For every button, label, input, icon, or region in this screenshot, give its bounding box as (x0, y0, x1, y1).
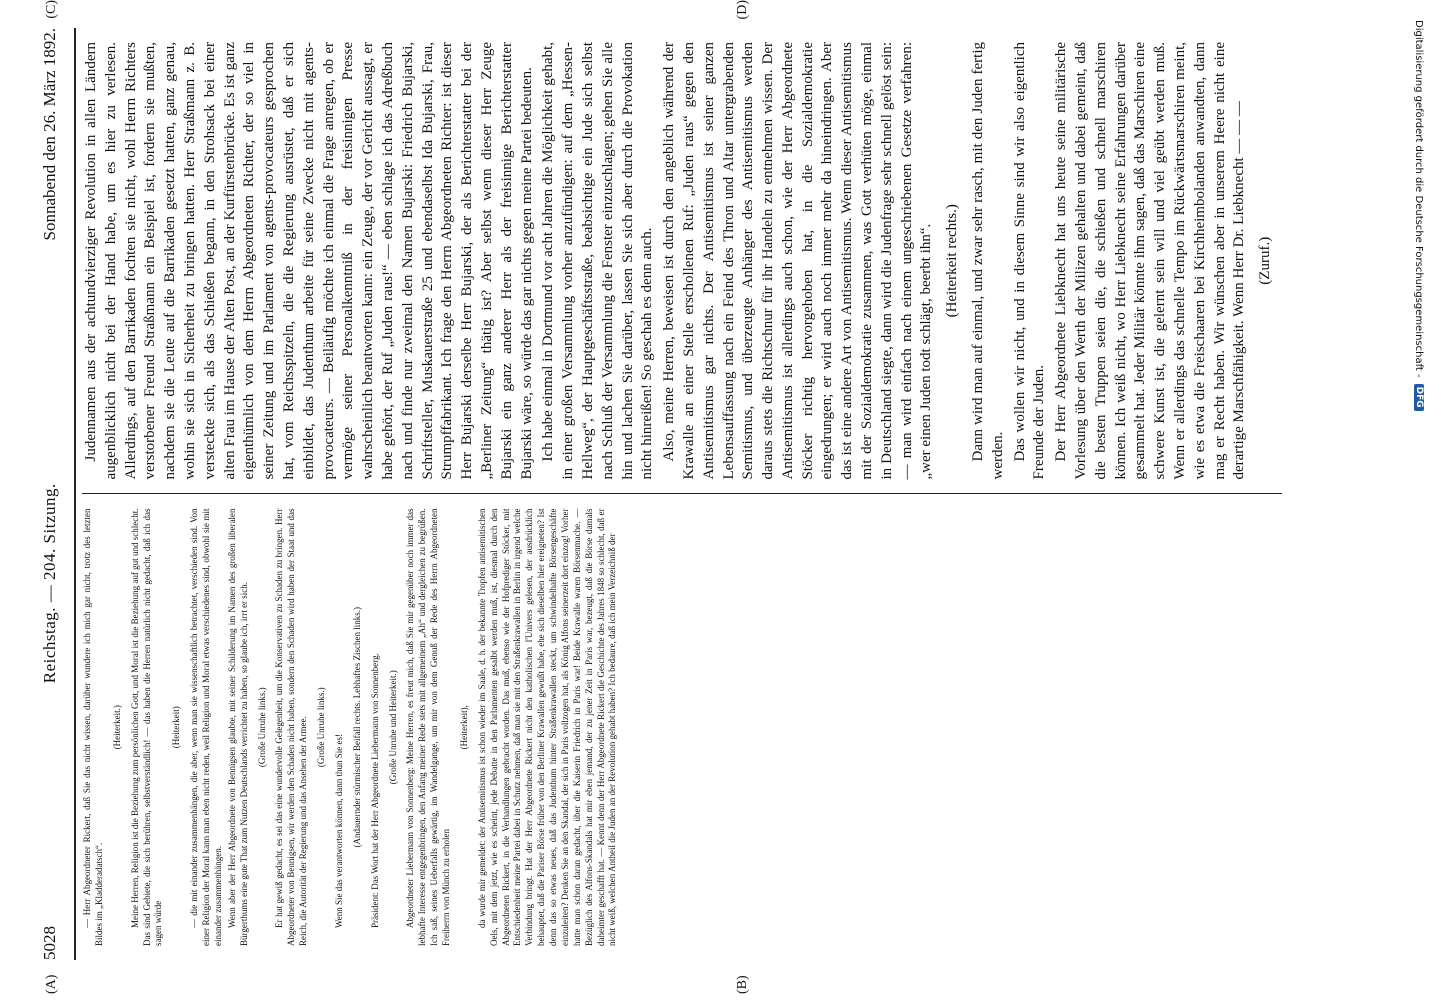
paragraph: (Zuruf.) (1257, 236, 1274, 285)
paragraph: (Heiterkeit.) (111, 705, 122, 750)
page-header (40, 28, 76, 960)
page-number: 5028 (40, 926, 59, 960)
paragraph: (Große Unruhe und Heiterkeit.) (387, 670, 398, 785)
paragraph: Abgeordneter Liebermann von Sonnenberg: Meine Herren, es freut mich, daß Sie mir gegenüber noch immer das lebhafte Interesse entgegenbringen, den Anfang meiner Rede stets mit allgemeinem „Ah“ und dergleichen zu begrüßen. Ich saß, seines Ueberfalls gewärtig, im Wandelgange, um mir von dem Genuß der Rede des Herrn Abgeordneten Freiherrn von Münch zu erholen (405, 508, 451, 946)
paragraph: Ich habe einmal in Dortmund vor acht Jahren die Möglichkeit gehabt, in einer großen Versammlung vorher anzufündigen: auf dem „Hessen-Hellweg“, der Hauptgeschäftsstraße, beabsichtige ein Jude sich selbst nach Schluß der Versammlung die Fenster einzuschlagen; gehen Sie alle hin und lachen Sie darüber, lassen Sie sich aber durch die Provokation nicht hinreißen! So geschah es denn auch. (540, 42, 656, 480)
dfg-logo: DFG (1414, 384, 1424, 411)
paragraph: Dann wird man auf einmal, und zwar sehr rasch, mit den Juden fertig werden. (970, 42, 1006, 480)
paragraph: (Heiterkeit) (171, 706, 182, 749)
digitization-note-text: Digitalisierung gefördert durch die Deutsche Forschungsgemeinschaft - (1413, 20, 1425, 378)
paragraph: (Große Unruhe links.) (256, 687, 267, 768)
paragraph: Judennamen aus der achtundvierziger Revolution in allen Ländern augenblicklich nicht bei der Hand habe, um es hier zu verlesen. Allerdings, auf den Barrikaden fochten sie nicht, wohl Herrn Richters verstorbener Freund Straßmann ein Beispiel ist, fordern sie mußten, nachdem sie die Leute auf die Barrikaden gesetzt hatten, ganz genau, wohin sie sich in Sicherheit zu bringen hatten. Herr Straßmann z. B. versteckte sich, als das Schießen begann, in den Strohsack bei einer alten Frau im Hause der Alten Post, an der Kurfürstenbrücke. Es ist ganz eigenthümlich von dem Herrn Abgeordneten Richter, der so viel in seiner Zeitung und im Parlament von agents-provocateurs gesprochen hat, vom Reichsspitzeln, die die Regierung ausrüstet, daß er sich einbildet, das Judenthum arbeite für seine Zwecke nicht mit agents-provocateurs. — Beiläufig möchte ich einmal die Frage anregen, ob er vermöge seiner Personalkenntniß in der freisinnigen Presse wahrscheinlich beantworten kann: ein Zeuge, der vor Gericht aussagt, er habe gehört, der Ruf „Juden raus!“ — eben schlage ich das Adreßbuch nach und finde nur zweimal den Namen Bujarski: Friedrich Bujarski, Schriftsteller, Muskauerstraße 25 und ebendaselbst Ida Bujarski, Frau, Strumpffabrikant. Ich frage den Herrn Abgeordneten Richter: ist dieser Herr Bujarski derselbe Herr Bujarski, der als Berichterstatter bei der „Berliner Zeitung“ thätig ist? Aber selbst wenn dieser Herr Zeuge Bujarski ein ganz anderer Herr als der freisinnige Berichterstatter Bujarski wäre, so würde das gar nichts gegen meine Partei bedeuten. (83, 42, 535, 480)
text-columns (82, 28, 1282, 960)
paragraph: da wurde mir gemeldet: der Antisemitismus ist schon wieder im Saale, d. h. der bekannte Tropfen antisemitischen Oels, mit dem jetzt, wie es scheint, jede Debatte in den Parlamenten gesalbt werden muß, ist, diesmal durch den Abgeordneten Rickert, in die Verhandlungen gebracht worden. Das muß, ebenso wie der Hofprediger Stöcker, mit Entschiedenheit meine Partei dabei in Schutz nehmen, daß man sie mit den Straßenkrawallen in Berlin in irgend welche Verbindung bringt. Hat der Herr Abgeordnete Rickert nicht den katholischen l'Univers gelesen, der ausdrücklich behauptet, daß die Pariser Börse früher von den Berliner Krawallen gewußt habe, ehe sich dieselben hier ereigneten? Ist denn das so etwas neues, daß das Judenthum hinter Straßenkrawallen steckt, um schwindelhafte Börsengeschäfte einzuleiten? Denken Sie an den Skandal, der sich in Paris vollzogen hat, als König Alfons seinerzeit dort einzog! Vorher hatte man schon daran gedacht, über die Kaiserin Friedrich in Paris war! Beide Krawalle waren Börsenmache. — Bezüglich des Alfons-Skandals hat mir eben jemand, der zu jener Zeit in Paris war, bezeugt, daß die Börse damals daheimter geschafft hat. — Kennt denn der Herr Abgeordnete Rickert die Geschichte des Jahres 1848 so schlecht, daß er nicht weiß, welchen Antheil die Juden an der Revolution gehabt haben? Ich bedaure, daß ich mein Verzeichniß der (476, 508, 618, 946)
left-column (82, 495, 1282, 961)
paragraph: Er hat gewiß gedacht, es sei das eine wundervolle Gelegenheit, um die Konservativen zu Schaden zu bringen. Herr Abgeordneter von Bennigsen, wir werden den Schaden nicht haben, sondern den Schaden wird haben der Staat und das Reich, die Autorität der Regierung und das Ansehen der Armee. (274, 508, 309, 946)
margin-marker-a: (A) (44, 974, 59, 994)
paragraph: Also, meine Herren, beweisen ist durch den angeblich während der Krawalle an einer Stelle erschollenen Ruf: „Juden raus“ gegen den Antisemitismus gar nichts. Der Antisemitismus ist seiner ganzen Lebensauffassung nach ein Feind des Thron und Altar untergrabenden Semitismus, und überzeugte Anhänger des Antisemitismus werden daraus stets die Richtschnur für ihr Handeln zu entnehmen wissen. Der Antisemitismus ist allerdings auch schon, wie der Herr Abgeordnete Stöcker richtig hervorgehoben hat, in die Sozialdemokratie eingedrungen; er wird auch noch immer mehr da hineindringen. Aber das ist eine andere Art von Antisemitismus. Wenn dieser Antisemitismus mit der Sozialdemokratie zusammen, was Gott verhüten möge, einmal in Deutschland siegte, dann wird die Judenfrage sehr schnell gelöst sein: — man wird einfach nach einem ungeschriebenen Gesetze verfahren: „wer einen Juden todt schlägt, beerbt ihn“. (661, 42, 935, 480)
paragraph: (Heiterkeit), (458, 705, 469, 750)
paragraph: (Andauernder stürmischer Beifall rechts. Lebhaftes Zischen links.) (351, 607, 362, 848)
session-title: Reichstag. — 204. Sitzung. (40, 483, 59, 684)
digitization-note (1412, 20, 1426, 980)
paragraph: (Große Unruhe links.) (316, 687, 326, 768)
paragraph: — die mit einander zusammenhängen, die aber, wenn man sie wissenschaftlich betrachtet, verschieden sind. Von einer Religion der Moral kann man eben nicht reden, weil Religion und Moral etwas verschiedenes sind, obwohl sie mit einander zusammenhängen. (189, 508, 223, 946)
paragraph: Präsident: Das Wort hat der Herr Abgeordnete Liebermann von Sonnenberg. (369, 653, 380, 928)
right-column (82, 28, 1282, 495)
paragraph: — Herr Abgeordneter Rickert, daß Sie das nicht wissen, darüber wundere ich mich gar nicht, trotz des letzten Bildes im „Kladderadatsch“. (82, 508, 104, 946)
paragraph: Das wollen wir nicht, und in diesem Sinne sind wir also eigentlich Freunde der Juden. (1011, 42, 1048, 480)
margin-marker-d: (D) (735, 0, 750, 20)
paragraph: Meine Herren, Religion ist die Beziehung zum persönlichen Gott, und Moral ist die Beziehung auf gut und schlecht. Das sind Gebiete, die sich berühren, selbstverständlich! — das haben die Herren natürlich nicht gedacht, daß ich das sagen würde (129, 508, 164, 946)
margin-marker-c: (C) (44, 0, 59, 19)
margin-marker-b: (B) (735, 975, 750, 994)
paragraph: Wenn Sie das verantworten können, dann thun Sie es! (333, 734, 344, 928)
paragraph: Wenn aber der Herr Abgeordnete von Bennigsen glaubte, mit seiner Schilderung im Namen des großen liberalen Bürgerthums eine gute That zum Nutzen Deutschlands verrichtet zu haben, so glaube ich, irrt er sich. (226, 508, 249, 946)
session-date: Sonnabend den 26. März 1892. (40, 28, 59, 241)
paragraph: Der Herr Abgeordnete Liebknecht hat uns heute seine militärische Vorlesung über den Werth der Milizen gehalten und dabei gemeint, daß die besten Truppen seien die, die schießen und schnell marschiren können. Ich weiß nicht, wo Herr Liebknecht seine Erfahrungen darüber gesammelt hat. Jeder Militär könnte ihm sagen, daß das Marschiren eine schwere Kunst ist, die gelernt sein will und viel geübt werden muß. Wenn er allerdings das schnelle Tempo im Rückwärtsmarschiren meint, wie es etwa die Freischaaren bei Kirchheimbolanden anwandten, dann mag er Recht haben. Wir wünschen aber in unserem Heere nicht eine derartige Marschfähigkeit. Wenn Herr Dr. Liebknecht — — — (1053, 42, 1248, 480)
paragraph: (Heiterkeit rechts.) (944, 204, 961, 318)
